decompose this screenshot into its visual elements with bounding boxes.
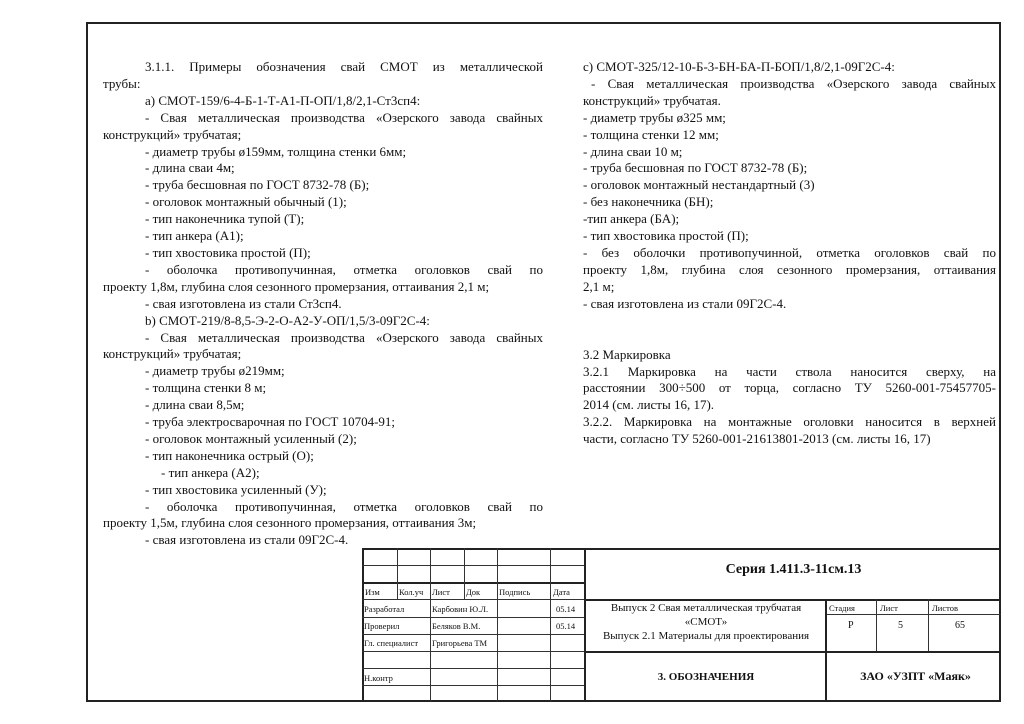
text-line: проекту 1,8м, глубина слоя сезонного промерзания, оттаивания 2,1 м;	[103, 278, 490, 294]
section-heading: 3.2 Маркировка	[583, 346, 671, 362]
sheets-label: Листов	[932, 603, 958, 613]
title-line: «СМОТ»	[684, 616, 728, 628]
grid-line	[362, 599, 586, 600]
text-line: части, согласно ТУ 5260-001-21613801-2013 (см. листы 16, 17)	[583, 431, 931, 447]
text-line: 3.2.1 Маркировка на части ствола наносится сверху, на	[583, 363, 996, 379]
header-izm: Изм	[365, 587, 380, 597]
grid-line	[928, 599, 929, 651]
text-line: - длина сваи 4м;	[145, 160, 235, 176]
document-title	[586, 601, 826, 643]
text-line: - труба бесшовная по ГОСТ 8732-78 (Б);	[145, 177, 370, 193]
text-line: - длина сваи 8,5м;	[145, 397, 245, 413]
text-line: - без оболочки противопучинной, отметка оголовков свай по	[583, 244, 996, 260]
role-gl-specialist: Гл. специалист	[364, 638, 419, 648]
text-line: - труба бесшовная по ГОСТ 8732-78 (Б);	[583, 160, 808, 176]
text-line: расстоянии 300÷500 от торца, согласно ТУ 5260-001-75457705-	[583, 380, 996, 396]
grid-line	[397, 548, 398, 599]
name-razrabotal: Карбовин Ю.Л.	[432, 604, 489, 614]
header-list: Лист	[432, 587, 450, 597]
text-line: - тип хвостовика простой (П);	[145, 244, 311, 260]
name-gl-specialist: Григорьева ТМ	[432, 638, 488, 648]
series-title: Серия 1.411.3-11см.13	[725, 562, 862, 577]
text-line: а) СМОТ-159/6-4-Б-1-Т-А1-П-ОП/1,8/2,1-Ст3сп4:	[145, 92, 421, 108]
text-line: - оболочка противопучинная, отметка оголовков свай по	[145, 498, 543, 514]
organization-name: ЗАО «УЗПТ «Маяк»	[860, 669, 971, 683]
text-line: - Свая металлическая производства «Озерского завода свайных	[591, 75, 996, 91]
text-line: - Свая металлическая производства «Озерского завода свайных	[145, 329, 543, 345]
left-text-column	[103, 59, 543, 549]
text-line: конструкций» трубчатая;	[103, 346, 242, 362]
text-line: - без наконечника (БН);	[583, 194, 714, 210]
text-line: - тип наконечника тупой (Т);	[145, 211, 305, 227]
grid-line	[362, 651, 586, 652]
header-kol-uch: Кол.уч	[399, 587, 424, 597]
text-line: - свая изготовлена из стали Ст3сп4.	[145, 295, 342, 311]
text-line: - толщина стенки 8 м;	[145, 380, 267, 396]
text-line: 2014 (см. листы 16, 17).	[583, 397, 715, 413]
header-data: Дата	[553, 587, 570, 597]
grid-line	[362, 565, 586, 566]
stage-label: Стадия	[829, 603, 855, 613]
section-title: 3. ОБОЗНАЧЕНИЯ	[657, 671, 755, 683]
sheet-value: 5	[898, 620, 903, 631]
grid-line	[362, 634, 586, 635]
header-podpis: Подпись	[499, 587, 531, 597]
text-line: - оболочка противопучинная, отметка оголовков свай по	[145, 261, 543, 277]
name-proveril: Беляков В.М.	[432, 621, 481, 631]
text-line: - тип хвостовика простой (П);	[583, 228, 749, 244]
header-dok: Док	[466, 587, 481, 597]
role-proveril: Проверил	[364, 621, 400, 631]
text-line: - диаметр трубы ø159мм, толщина стенки 6мм;	[145, 143, 407, 159]
grid-line	[826, 614, 1001, 615]
text-line: - свая изготовлена из стали 09Г2С-4.	[145, 532, 349, 548]
text-line: конструкций» трубчатая;	[103, 126, 242, 142]
role-razrabotal: Разработал	[364, 604, 405, 614]
text-line: - Свая металлическая производства «Озерского завода свайных	[145, 109, 543, 125]
right-text-column	[583, 59, 996, 448]
title-line: Выпуск 2 Свая металлическая трубчатая	[610, 602, 802, 614]
role-n-kontr: Н.контр	[364, 673, 393, 683]
sheets-value: 65	[955, 620, 965, 631]
text-line: проекту 1,8м, глубина слоя сезонного промерзания, оттаивания	[583, 261, 996, 277]
text-line: - свая изготовлена из стали 09Г2С-4.	[583, 295, 787, 311]
text-line: -тип анкера (БА);	[583, 211, 680, 227]
grid-line	[464, 548, 465, 599]
text-line: - оголовок монтажный нестандартный (3)	[583, 177, 815, 193]
grid-line	[876, 599, 877, 651]
text-line: - тип анкера (А2);	[161, 464, 260, 480]
grid-line	[362, 582, 586, 584]
grid-line	[362, 668, 586, 669]
text-line: проекту 1,5м, глубина слоя сезонного промерзания, оттаивания 3м;	[103, 515, 477, 531]
title-line: Выпуск 2.1 Материалы для проектирования	[602, 630, 810, 642]
text-line: - тип хвостовика усиленный (У);	[145, 481, 327, 497]
text-line: - длина сваи 10 м;	[583, 143, 683, 159]
text-line: - оголовок монтажный усиленный (2);	[145, 430, 357, 446]
text-line: - тип анкера (А1);	[145, 228, 244, 244]
text-line: 3.2.2. Маркировка на монтажные оголовки наносится в верхней	[583, 414, 996, 430]
text-line: b) СМОТ-219/8-8,5-Э-2-О-А2-У-ОП/1,5/3-09Г2С-4:	[145, 312, 430, 328]
text-line: 3.1.1. Примеры обозначения свай СМОТ из металлической	[145, 59, 543, 74]
grid-line	[362, 685, 586, 686]
text-line: - диаметр трубы ø325 мм;	[583, 109, 726, 125]
grid-line	[550, 548, 551, 702]
grid-line	[362, 617, 586, 618]
text-line: трубы:	[103, 75, 141, 91]
grid-line	[497, 548, 498, 702]
text-line: - диаметр трубы ø219мм;	[145, 363, 285, 379]
text-line: - оголовок монтажный обычный (1);	[145, 194, 347, 210]
text-line: конструкций» трубчатая.	[583, 92, 721, 108]
text-line: 2,1 м;	[583, 278, 615, 294]
text-line: - тип наконечника острый (О);	[145, 447, 314, 463]
text-line: с) СМОТ-325/12-10-Б-3-БН-БА-П-БОП/1,8/2,1-09Г2С-4:	[583, 59, 895, 74]
stage-value: Р	[848, 620, 854, 631]
text-line: - труба электросварочная по ГОСТ 10704-91;	[145, 414, 396, 430]
grid-line	[586, 651, 1001, 653]
date-razrabotal: 05.14	[556, 604, 576, 614]
grid-line	[430, 548, 431, 702]
date-proveril: 05.14	[556, 621, 576, 631]
sheet-label: Лист	[880, 603, 898, 613]
text-line: - толщина стенки 12 мм;	[583, 126, 719, 142]
